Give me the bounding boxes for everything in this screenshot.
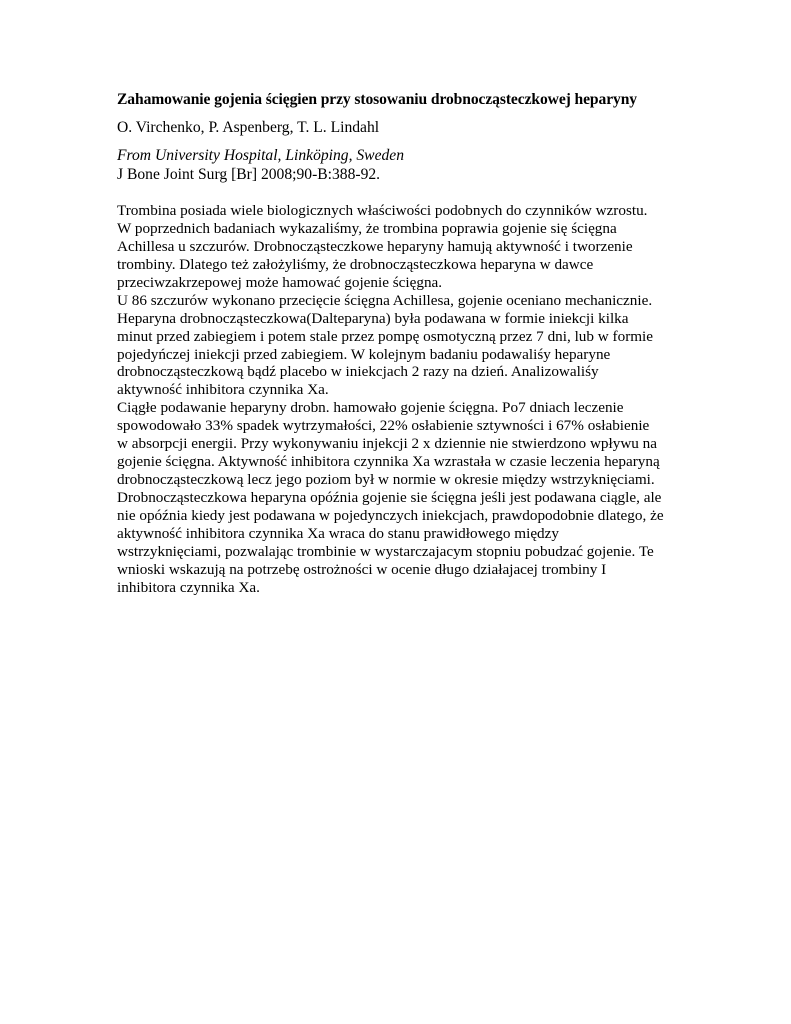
abstract-line: U 86 szczurów wykonano przecięcie ścięgna Achillesa, gojenie oceniano mechanicznie. [117,291,653,309]
document-citation: J Bone Joint Surg [Br] 2008;90-B:388-92. [117,166,381,183]
abstract-line: aktywność inhibitora czynnika Xa wraca do stanu prawidłowego między [117,524,559,542]
document-affiliation: From University Hospital, Linköping, Sweden [117,147,405,164]
abstract-line: aktywność inhibitora czynnika Xa. [117,381,329,399]
abstract-line: Trombina posiada wiele biologicznych właściwości podobnych do czynników wzrostu. [117,202,648,219]
abstract-body [117,202,687,597]
abstract-line: minut przed zabiegiem i potem stale przez pompę osmotyczną przez 7 dni, lub w formie [117,327,654,345]
document-authors: O. Virchenko, P. Aspenberg, T. L. Lindahl [117,119,380,136]
abstract-line: pojedyńczej iniekcji przed zabiegiem. W kolejnym badaniu podawaliśy heparyne [117,345,611,363]
abstract-line: drobnocząsteczkową bądź placebo w iniekcjach 2 razy na dzień. Analizowaliśy [117,363,599,381]
abstract-line: w absorpcji energii. Przy wykonywaniu injekcji 2 x dziennie nie stwierdzono wpływu na [117,435,658,453]
abstract-line: Drobnocząsteczkowa heparyna opóźnia gojenie sie ścięgna jeśli jest podawana ciągle, ale [117,489,662,506]
abstract-line: W poprzednich badaniach wykazaliśmy, że trombina poprawia gojenie się ścięgna [117,219,617,237]
abstract-line: spowodowało 33% spadek wytrzymałości, 22% osłabienie sztywności i 67% osłabienie [117,417,650,435]
abstract-line: inhibitora czynnika Xa. [117,578,260,596]
abstract-line: drobnocząsteczkową lecz jego poziom był w normie w okresie między wstrzyknięciami. [117,471,655,489]
document-title: Zahamowanie gojenia ścięgien przy stosowaniu drobnocząsteczkowej heparyny [117,91,637,108]
abstract-line: przeciwzakrzepowej może hamować gojenie ścięgna. [117,273,443,291]
abstract-line: Ciągłe podawanie heparyny drobn. hamowało gojenie ścięgna. Po7 dniach leczenie [117,399,624,417]
document-content [117,90,687,597]
abstract-line: Achillesa u szczurów. Drobnocząsteczkowe heparyny hamują aktywność i tworzenie [117,237,633,255]
abstract-line: Heparyna drobnocząsteczkowa(Dalteparyna) była podawana w formie iniekcji kilka [117,309,629,327]
abstract-line: wstrzyknięciami, pozwalając trombinie w wystarczajacym stopniu pobudzać gojenie. Te [117,542,654,560]
abstract-line: nie opóźnia kiedy jest podawana w pojedynczych iniekcjach, prawdopodobnie dlatego, że [117,506,664,524]
abstract-line: trombiny. Dlatego też założyliśmy, że drobnocząsteczkowa heparyna w dawce [117,255,594,273]
abstract-line: wnioski wskazują na potrzebę ostrożności w ocenie długo działajacej trombiny I [117,560,607,578]
abstract-line: gojenie ścięgna. Aktywność inhibitora czynnika Xa wzrastała w czasie leczenia heparyną [117,453,660,471]
